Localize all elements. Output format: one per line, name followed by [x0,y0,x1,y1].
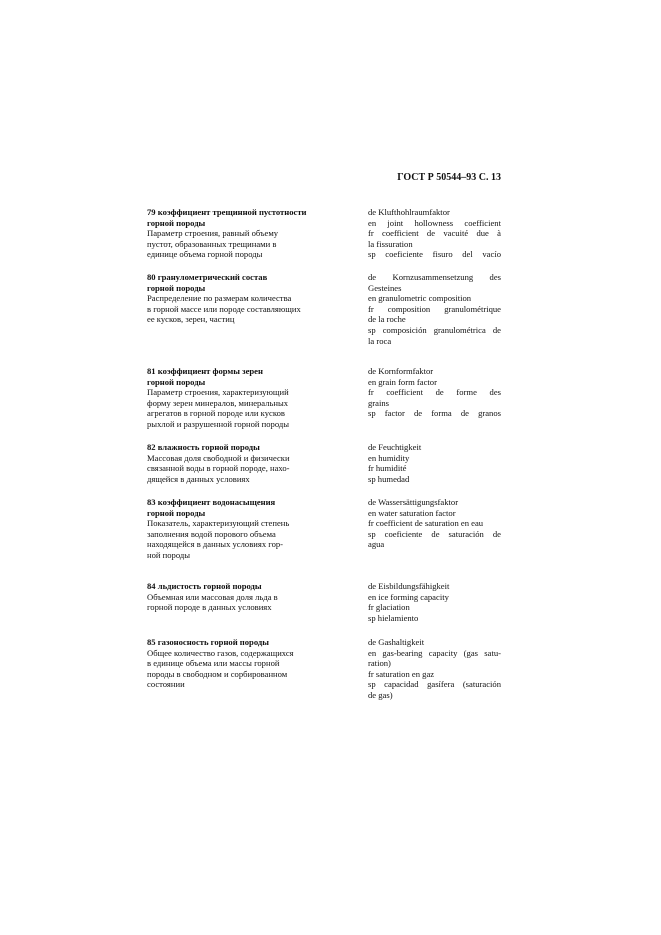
translation-line: en granulometric composition [368,293,472,304]
definition-line: состоянии [147,679,185,690]
translation-line: fr coefficient de saturation en eau [368,518,484,529]
definition-line: агрегатов в горной породе или кусков [147,408,285,419]
translation-line: de Gashaltigkeit [368,637,425,647]
translation-line: sp factor de forma de granos [368,408,501,419]
translation-line: fr coefficient de forme des [368,387,501,398]
term-definition-ru [147,637,347,690]
definition-line: Распределение по размерам количества [147,293,292,304]
term-translations [368,442,501,484]
translation-line: sp humedad [368,473,410,484]
definition-line: Параметр строения, характеризующий [147,387,289,398]
translation-line: sp hielamiento [368,612,419,623]
translation-line: sp coeficiente fisuro del vacío [368,249,501,260]
definition-line: в горной массе или породе составляющих [147,303,301,314]
term-definition-ru [147,207,347,260]
term-translations [368,207,501,260]
definition-line: заполнения водой порового объема [147,528,276,539]
translation-line: sp coeficiente de saturación de [368,528,501,539]
term-definition-ru [147,272,347,325]
definition-line: Общее количество газов, содержащихся [147,647,294,658]
translation-line: de Wassersättigungsfaktor [368,497,459,507]
definition-line: породы в свободном и сорбированном [147,668,288,679]
term-translations [368,581,501,623]
definition-line: Показатель, характеризующий степень [147,518,290,529]
term-title-line: 84 льдистость горной породы [147,581,262,591]
term-definition-ru [147,366,347,430]
term-translations [368,637,501,701]
term-title-line: горной породы [147,217,206,228]
translation-line: de Eisbildungsfähigkeit [368,581,450,591]
definition-line: единице объема горной породы [147,249,263,260]
term-translations [368,366,501,419]
translation-line: de Klufthohlraumfaktor [368,207,450,217]
translation-line: sp capacidad gasífera (saturación [368,679,501,690]
term-translations [368,497,501,550]
translation-line: agua [368,539,385,550]
term-translations [368,272,501,346]
definition-line: форму зерен минералов, минеральных [147,397,289,408]
translation-line: sp composición granulométrica de [368,324,501,335]
definition-line: находящейся в данных условиях гор- [147,539,284,550]
translation-line: en gas-bearing capacity (gas satu- [368,647,501,658]
definition-line: Параметр строения, равный объему [147,228,279,239]
translation-line: grains [368,397,390,408]
translation-line: de Kornformfaktor [368,366,434,376]
translation-line: en water saturation factor [368,507,456,518]
translation-line: la roca [368,335,392,346]
definition-line: Массовая доля свободной и физически [147,452,290,463]
term-definition-ru [147,442,347,484]
translation-line: en grain form factor [368,376,437,387]
term-title-line: 82 влажность горной породы [147,442,260,452]
translation-line: la fissuration [368,238,413,249]
definition-line: ее кусков, зерен, частиц [147,314,235,325]
term-definition-ru [147,581,347,613]
translation-line: fr coefficient de vacuité due à [368,228,501,239]
definition-line: пустот, образованных трещинами в [147,238,277,249]
translation-line: de Feuchtigkeit [368,442,422,452]
translation-line: en joint hollowness coefficient [368,217,501,228]
term-definition-ru [147,497,347,561]
definition-line: ной породы [147,549,191,560]
term-title-line: 80 гранулометрический состав [147,272,268,282]
definition-line: связанной воды в горной породе, нахо- [147,463,290,474]
page-header: ГОСТ Р 50544–93 С. 13 [397,172,501,183]
definition-line: рыхлой и разрушенной горной породы [147,418,290,429]
term-title-line: 79 коэффициент трещинной пустотности [147,207,307,217]
translation-line: en humidity [368,452,410,463]
term-title-line: 81 коэффициент формы зерен [147,366,263,376]
definition-line: в единице объема или массы горной [147,658,280,669]
translation-line: fr humidité [368,463,407,474]
term-title-line: горной породы [147,282,206,293]
definition-line: горной породе в данных условиях [147,602,272,613]
term-title-line: 85 газоносность горной породы [147,637,269,647]
translation-line: en ice forming capacity [368,591,449,602]
term-title-line: горной породы [147,376,206,387]
definition-line: Объемная или массовая доля льда в [147,591,278,602]
translation-line: Gesteines [368,282,402,293]
term-title-line: горной породы [147,507,206,518]
translation-line: de Kornzusammensetzung des [368,272,501,282]
translation-line: fr glaciation [368,602,410,613]
translation-line: de gas) [368,689,393,700]
term-title-line: 83 коэффициент водонасыщения [147,497,276,507]
translation-line: de la roche [368,314,406,325]
translation-line: fr composition granulométrique [368,303,501,314]
translation-line: fr saturation en gaz [368,668,435,679]
translation-line: ration) [368,658,391,669]
definition-line: дящейся в данных условиях [147,473,250,484]
